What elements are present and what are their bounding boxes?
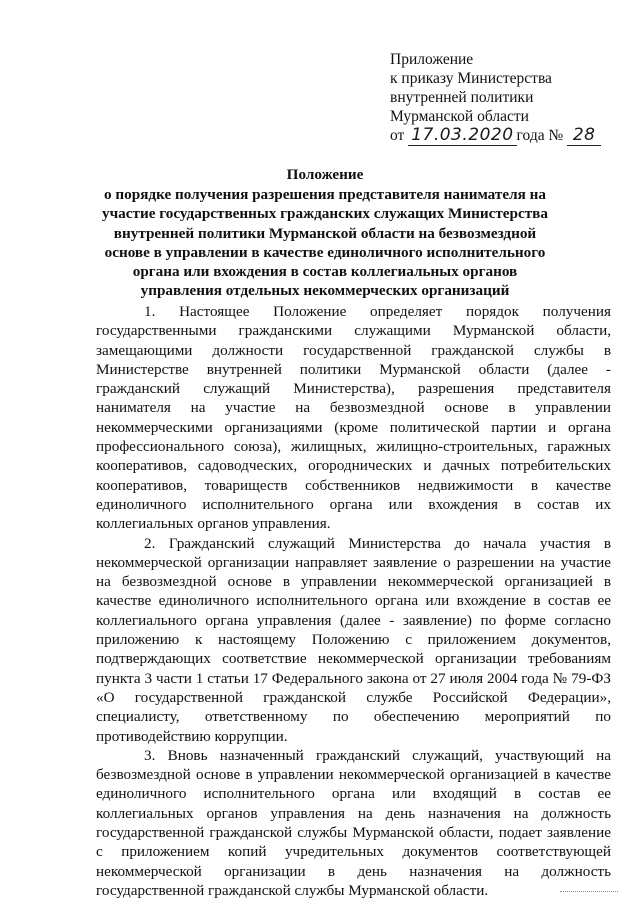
- order-number-handwritten: 28: [567, 126, 601, 146]
- attachment-ministry: внутренней политики: [390, 89, 534, 106]
- attachment-region: Мурманской области: [390, 108, 529, 125]
- scan-artifact: [560, 891, 618, 894]
- document-title: Положение: [286, 166, 364, 183]
- order-date-handwritten: 17.03.2020: [408, 126, 516, 146]
- document-body: [96, 302, 611, 900]
- document-subtitle: о порядке получения разрешения представителя нанимателя на участие государственных гражданских служащих Министерства внутренней политики Мурманской области на безвозмездной основе в управлении в качестве единоличного исполнительного органа или вхождения в состав коллегиальных органов управления отдельных некоммерческих организаций: [102, 186, 548, 300]
- attachment-header: [390, 50, 630, 146]
- paragraph-2: 2. Гражданский служащий Министерства до начала участия в некоммерческой организации направляет заявление о разрешении на участие на безвозмездной основе в управлении некоммерческой организацией в качестве единоличного исполнительного органа или вхождение в состав ее коллегиального органа управления (далее - заявление) по форме согласно приложению к настоящему Положению с приложением документов, подтверждающих соответствие некоммерческой организации требованиям пункта 3 части 1 статьи 17 Федерального закона от 27 июля 2004 года № 79-ФЗ «О государственной гражданской службе Российской Федерации», специалисту, ответственному по обеспечению мероприятий по противодействию коррупции.: [96, 534, 611, 745]
- attachment-title: Приложение: [390, 51, 474, 68]
- attachment-order-ref: к приказу Министерства: [390, 70, 552, 87]
- order-mid-text: года №: [516, 127, 564, 144]
- paragraph-3: 3. Вновь назначенный гражданский служащий, участвующий на безвозмездной основе в управлении некоммерческой организацией в качестве единоличного исполнительного органа или входящий в состав ее коллегиальных органов управления на день назначения на должность государственной гражданской службы Мурманской области, подает заявление с приложением копий учредительных документов соответствующей некоммерческой организации в день назначения на должность государственной гражданской службы Мурманской области.: [96, 746, 611, 899]
- order-date-line: [390, 126, 630, 146]
- order-prefix: от: [390, 127, 405, 144]
- paragraph-1: 1. Настоящее Положение определяет порядок получения государственными гражданскими служащими Мурманской области, замещающими должности государственной гражданской службы в Министерстве внутренней политики Мурманской области (далее - гражданский служащий Министерства), разрешения представителя нанимателя на участие на безвозмездной основе в управлении некоммерческими организациями (кроме политической партии и органа профессионального союза), жилищных, жилищно-строительных, гаражных кооперативов, садоводческих, огороднических и дачных потребительских кооперативов, товариществ собственников недвижимости в качестве единоличного исполнительного органа или вхождения в состав их коллегиальных органов управления.: [96, 303, 611, 533]
- document-title-block: [95, 165, 555, 300]
